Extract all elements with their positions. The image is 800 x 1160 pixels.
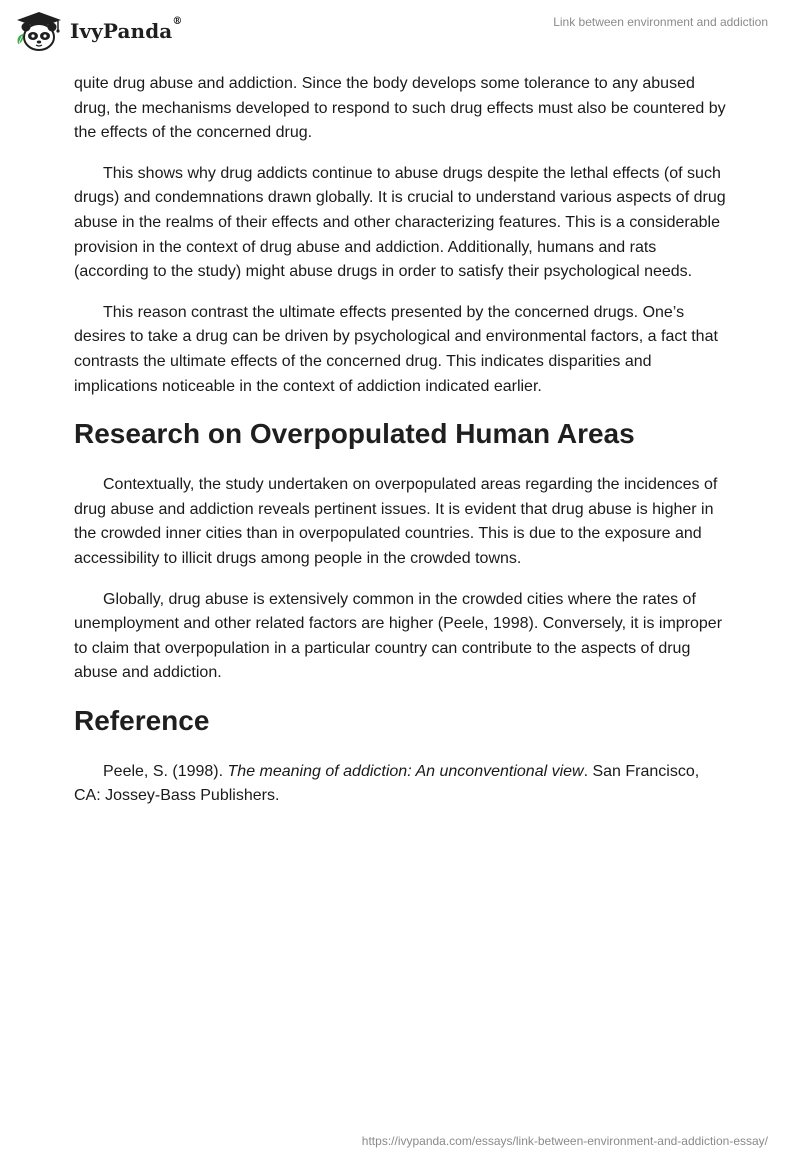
- source-url[interactable]: https://ivypanda.com/essays/link-between-environment-and-addiction-essay/: [361, 1134, 768, 1148]
- paragraph: This reason contrast the ultimate effects presented by the concerned drugs. One’s desires to take a drug can be driven by psychological and environmental factors, a fact that contrasts the ultimate effects of the concerned drug. This indicates disparities and implications noticeable in the context of addiction indicated earlier.: [74, 303, 718, 395]
- essay-content: [74, 72, 726, 825]
- reference-suffix: . San Francisco, CA: Jossey-Bass Publishers.: [74, 762, 700, 805]
- brand-name: IvyPanda®: [70, 16, 183, 43]
- paragraph: quite drug abuse and addiction. Since the body develops some tolerance to any abused drug, the mechanisms developed to respond to such drug effects must also be countered by the effects of the concerned drug.: [74, 75, 726, 142]
- ivypanda-logo[interactable]: [14, 10, 182, 52]
- reference-heading: Reference: [74, 704, 210, 736]
- reference-prefix: Peele, S. (1998).: [103, 762, 228, 780]
- paragraph: This shows why drug addicts continue to abuse drugs despite the lethal effects (of such drugs) and condemnations drawn globally. It is crucial to understand various aspects of drug abuse in the realms of their effects and other characterizing features. This is a considerable provision in the context of drug abuse and addiction. Additionally, humans and rats (according to the study) might abuse drugs in order to satisfy their psychological needs.: [74, 164, 726, 281]
- document-title: Link between environment and addiction: [553, 15, 768, 29]
- reference-title: The meaning of addiction: An unconventional view: [227, 762, 584, 780]
- page-header: [0, 0, 800, 70]
- paragraph: Contextually, the study undertaken on overpopulated areas regarding the incidences of drug abuse and addiction reveals pertinent issues. It is evident that drug abuse is higher in the crowded inner cities than in overpopulated countries. This is due to the exposure and accessibility to illicit drugs among people in the crowded towns.: [74, 476, 718, 567]
- section-heading: Research on Overpopulated Human Areas: [74, 418, 635, 450]
- reference-entry: [74, 760, 726, 809]
- paragraph: Globally, drug abuse is extensively common in the crowded cities where the rates of unemployment and other related factors are higher (Peele, 1998). Conversely, it is improper to claim that overpopulation in a particular country can contribute to the aspects of drug abuse and addiction.: [74, 590, 723, 682]
- panda-graduate-icon: [14, 10, 64, 52]
